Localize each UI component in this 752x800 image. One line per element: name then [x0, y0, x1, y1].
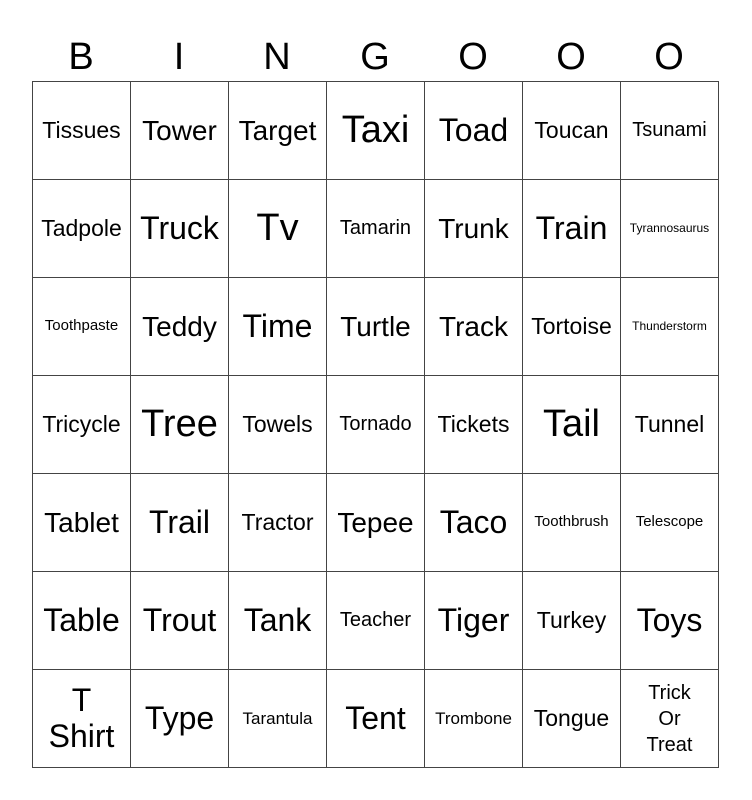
bingo-cell[interactable]: Tiger — [425, 572, 523, 670]
bingo-cell[interactable]: Tower — [131, 82, 229, 180]
bingo-cell[interactable]: Tarantula — [229, 670, 327, 768]
bingo-cell[interactable]: Teacher — [327, 572, 425, 670]
bingo-cell[interactable]: Toothpaste — [33, 278, 131, 376]
bingo-cell[interactable]: Taxi — [327, 82, 425, 180]
bingo-cell[interactable]: Toys — [621, 572, 719, 670]
bingo-cell[interactable]: Telescope — [621, 474, 719, 572]
bingo-cell[interactable]: Target — [229, 82, 327, 180]
bingo-cell[interactable]: Tablet — [33, 474, 131, 572]
bingo-cell[interactable]: Table — [33, 572, 131, 670]
bingo-cell[interactable]: Tamarin — [327, 180, 425, 278]
header-letter-i: I — [173, 36, 185, 78]
bingo-cell[interactable]: Tunnel — [621, 376, 719, 474]
bingo-cell[interactable]: Train — [523, 180, 621, 278]
bingo-cell[interactable]: T Shirt — [33, 670, 131, 768]
bingo-cell[interactable]: Toucan — [523, 82, 621, 180]
bingo-cell[interactable]: Track — [425, 278, 523, 376]
bingo-cell[interactable]: Trout — [131, 572, 229, 670]
bingo-cell[interactable]: Trunk — [425, 180, 523, 278]
header-letter-o: O — [556, 36, 586, 78]
bingo-cell[interactable]: Teddy — [131, 278, 229, 376]
bingo-cell[interactable]: Taco — [425, 474, 523, 572]
bingo-card — [32, 81, 719, 768]
bingo-cell[interactable]: Tissues — [33, 82, 131, 180]
bingo-cell[interactable]: Tv — [229, 180, 327, 278]
bingo-cell[interactable]: Tail — [523, 376, 621, 474]
bingo-header — [32, 33, 718, 81]
bingo-cell[interactable]: Truck — [131, 180, 229, 278]
bingo-cell[interactable]: Trail — [131, 474, 229, 572]
header-letter-b: B — [68, 36, 94, 78]
bingo-cell[interactable]: Tepee — [327, 474, 425, 572]
bingo-cell[interactable]: Turkey — [523, 572, 621, 670]
bingo-cell[interactable]: Tyrannosaurus — [621, 180, 719, 278]
bingo-cell[interactable]: Tortoise — [523, 278, 621, 376]
bingo-cell[interactable]: Type — [131, 670, 229, 768]
bingo-cell[interactable]: Tent — [327, 670, 425, 768]
bingo-cell[interactable]: Thunderstorm — [621, 278, 719, 376]
bingo-cell[interactable]: Tsunami — [621, 82, 719, 180]
bingo-cell[interactable]: Toothbrush — [523, 474, 621, 572]
header-letter-o: O — [654, 36, 684, 78]
bingo-cell[interactable]: Tadpole — [33, 180, 131, 278]
bingo-cell[interactable]: Time — [229, 278, 327, 376]
bingo-cell[interactable]: Tongue — [523, 670, 621, 768]
bingo-cell[interactable]: Tree — [131, 376, 229, 474]
bingo-cell[interactable]: Tank — [229, 572, 327, 670]
header-letter-g: G — [360, 36, 390, 78]
bingo-cell[interactable]: Toad — [425, 82, 523, 180]
bingo-cell[interactable]: Tractor — [229, 474, 327, 572]
bingo-cell[interactable]: Turtle — [327, 278, 425, 376]
header-letter-n: N — [263, 36, 291, 78]
bingo-cell[interactable]: Towels — [229, 376, 327, 474]
bingo-cell[interactable]: Tickets — [425, 376, 523, 474]
bingo-cell[interactable]: Trick Or Treat — [621, 670, 719, 768]
bingo-cell[interactable]: Tricycle — [33, 376, 131, 474]
bingo-cell[interactable]: Tornado — [327, 376, 425, 474]
bingo-cell[interactable]: Trombone — [425, 670, 523, 768]
header-letter-o: O — [458, 36, 488, 78]
